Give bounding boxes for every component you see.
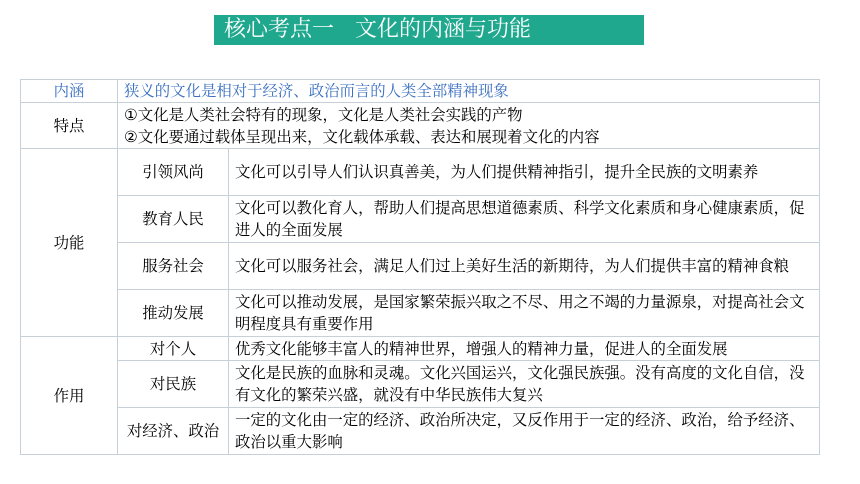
knowledge-table [20, 79, 820, 455]
table-row [21, 80, 820, 103]
zuoyong-text: 文化是民族的血脉和灵魂。文化兴国运兴，文化强民族强。没有高度的文化自信，没有文化的繁荣兴盛，就没有中华民族伟大复兴 [229, 361, 820, 408]
gongneng-text: 文化可以引导人们认识真善美，为人们提供精神指引，提升全民族的文明素养 [229, 149, 820, 196]
gongneng-name: 引领风尚 [118, 149, 229, 196]
table-row [21, 290, 820, 337]
gongneng-name: 教育人民 [118, 196, 229, 243]
gongneng-name: 推动发展 [118, 290, 229, 337]
table-row [21, 361, 820, 408]
table-row [21, 337, 820, 361]
gongneng-text: 文化可以服务社会，满足人们过上美好生活的新期待，为人们提供丰富的精神食粮 [229, 243, 820, 290]
tedian-line-2: ②文化要通过载体呈现出来，文化载体承载、表达和展现着文化的内容 [124, 127, 600, 146]
zuoyong-name: 对个人 [118, 337, 229, 361]
section-title: 核心考点一 文化的内涵与功能 [214, 15, 644, 45]
row-label-zuoyong: 作用 [21, 337, 118, 455]
table-row [21, 196, 820, 243]
table-row [21, 103, 820, 149]
tedian-line-1: ①文化是人类社会特有的现象，文化是人类社会实践的产物 [124, 105, 523, 124]
row-label-gongneng: 功能 [21, 149, 118, 337]
row-label-tedian: 特点 [21, 103, 118, 149]
table-row [21, 149, 820, 196]
neihan-text: 狭义的文化是相对于经济、政治而言的人类全部精神现象 [118, 80, 820, 103]
gongneng-text: 文化可以推动发展，是国家繁荣振兴取之不尽、用之不竭的力量源泉，对提高社会文明程度具有重要作用 [229, 290, 820, 337]
row-label-neihan: 内涵 [21, 80, 118, 103]
gongneng-text: 文化可以教化育人，帮助人们提高思想道德素质、科学文化素质和身心健康素质，促进人的全面发展 [229, 196, 820, 243]
zuoyong-text: 一定的文化由一定的经济、政治所决定，又反作用于一定的经济、政治，给予经济、政治以重大影响 [229, 408, 820, 455]
zuoyong-text: 优秀文化能够丰富人的精神世界，增强人的精神力量，促进人的全面发展 [229, 337, 820, 361]
table-row [21, 408, 820, 455]
zuoyong-name: 对经济、政治 [118, 408, 229, 455]
tedian-text [118, 103, 820, 149]
table-row [21, 243, 820, 290]
gongneng-name: 服务社会 [118, 243, 229, 290]
zuoyong-name: 对民族 [118, 361, 229, 408]
